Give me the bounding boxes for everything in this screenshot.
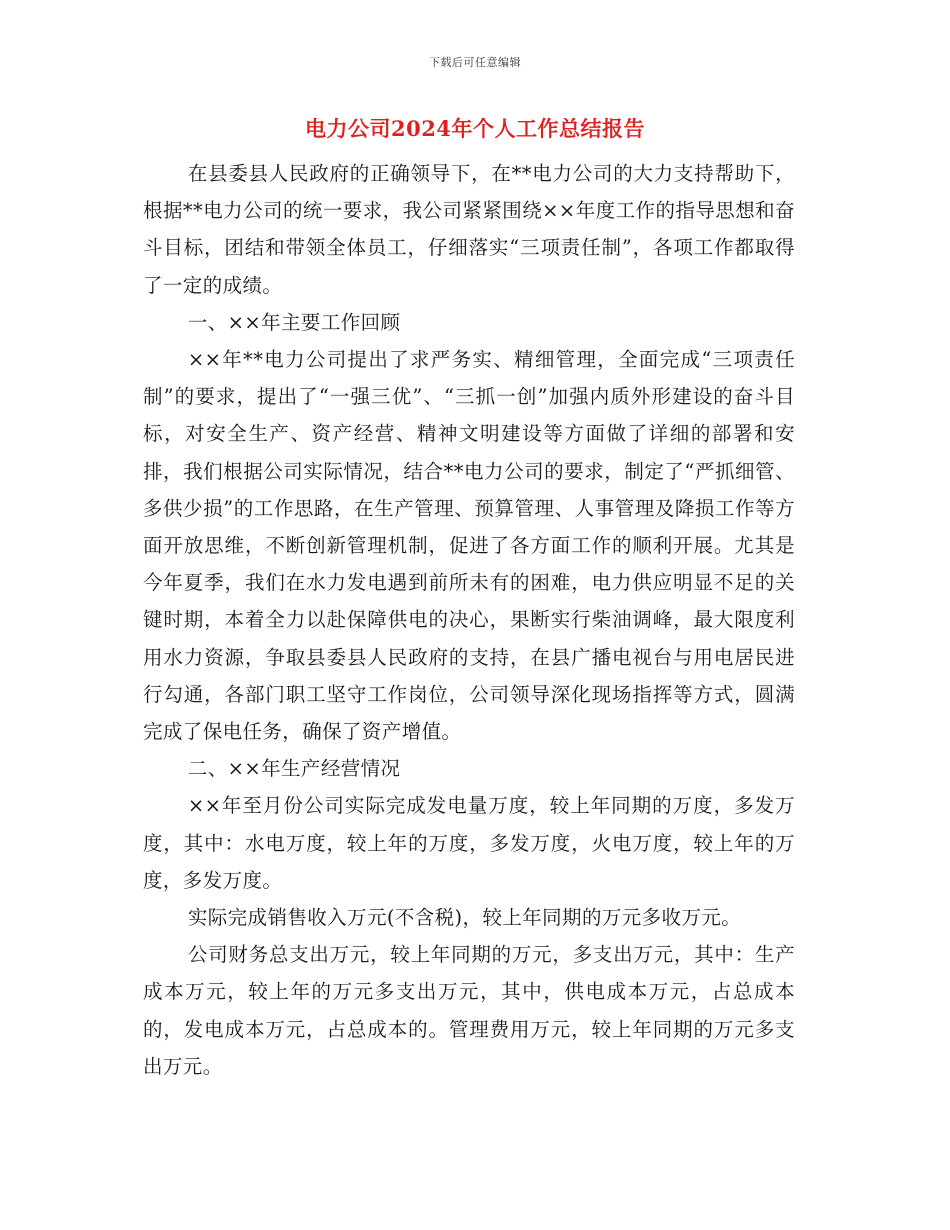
paragraph-review: ××年**电力公司提出了求严务实、精细管理，全面完成“三项责任制”的要求，提出了“一强三优”、“三抓一创”加强内质外形建设的奋斗目标，对安全生产、资产经营、精神文明建设等方面做了详细的部署和安排，我们根据公司实际情况，结合**电力公司的要求，制定了“严抓细管、多供少损”的工作思路，在生产管理、预算管理、人事管理及降损工作等方面开放思维，不断创新管理机制，促进了各方面工作的顺利开展。尤其是今年夏季，我们在水力发电遇到前所未有的困难，电力供应明显不足的关键时期，本着全力以赴保障供电的决心，果断实行柴油调峰，最大限度利用水力资源，争取县委县人民政府的支持，在县广播电视台与用电居民进行勾通，各部门职工坚守工作岗位，公司领导深化现场指挥等方式，圆满完成了保电任务，确保了资产增值。 bbox=[143, 348, 795, 744]
section-heading-2: 二、××年生产经营情况 bbox=[187, 757, 401, 781]
paragraph-intro: 在县委县人民政府的正确领导下，在**电力公司的大力支持帮助下，根据**电力公司的统一要求，我公司紧紧围绕××年度工作的指导思想和奋斗目标，团结和带领全体员工，仔细落实“三项责任制”，各项工作都取得了一定的成绩。 bbox=[143, 162, 795, 297]
section-heading-1: 一、××年主要工作回顾 bbox=[187, 310, 401, 334]
header-note: 下载后可任意编辑 bbox=[429, 56, 521, 69]
paragraph-generation: ××年至月份公司实际完成发电量万度，较上年同期的万度，多发万度，其中：水电万度，较上年的万度，多发万度，火电万度，较上年的万度，多发万度。 bbox=[143, 794, 795, 892]
document-body bbox=[143, 155, 795, 1085]
paragraph-revenue: 实际完成销售收入万元(不含税)，较上年同期的万元多收万元。 bbox=[187, 906, 742, 930]
paragraph-expenditure: 公司财务总支出万元，较上年同期的万元，多支出万元，其中：生产成本万元，较上年的万元多支出万元，其中，供电成本万元，占总成本的，发电成本万元，占总成本的。管理费用万元，较上年同期的万元多支出万元。 bbox=[143, 943, 795, 1078]
document-title: 电力公司2024年个人工作总结报告 bbox=[305, 116, 645, 141]
